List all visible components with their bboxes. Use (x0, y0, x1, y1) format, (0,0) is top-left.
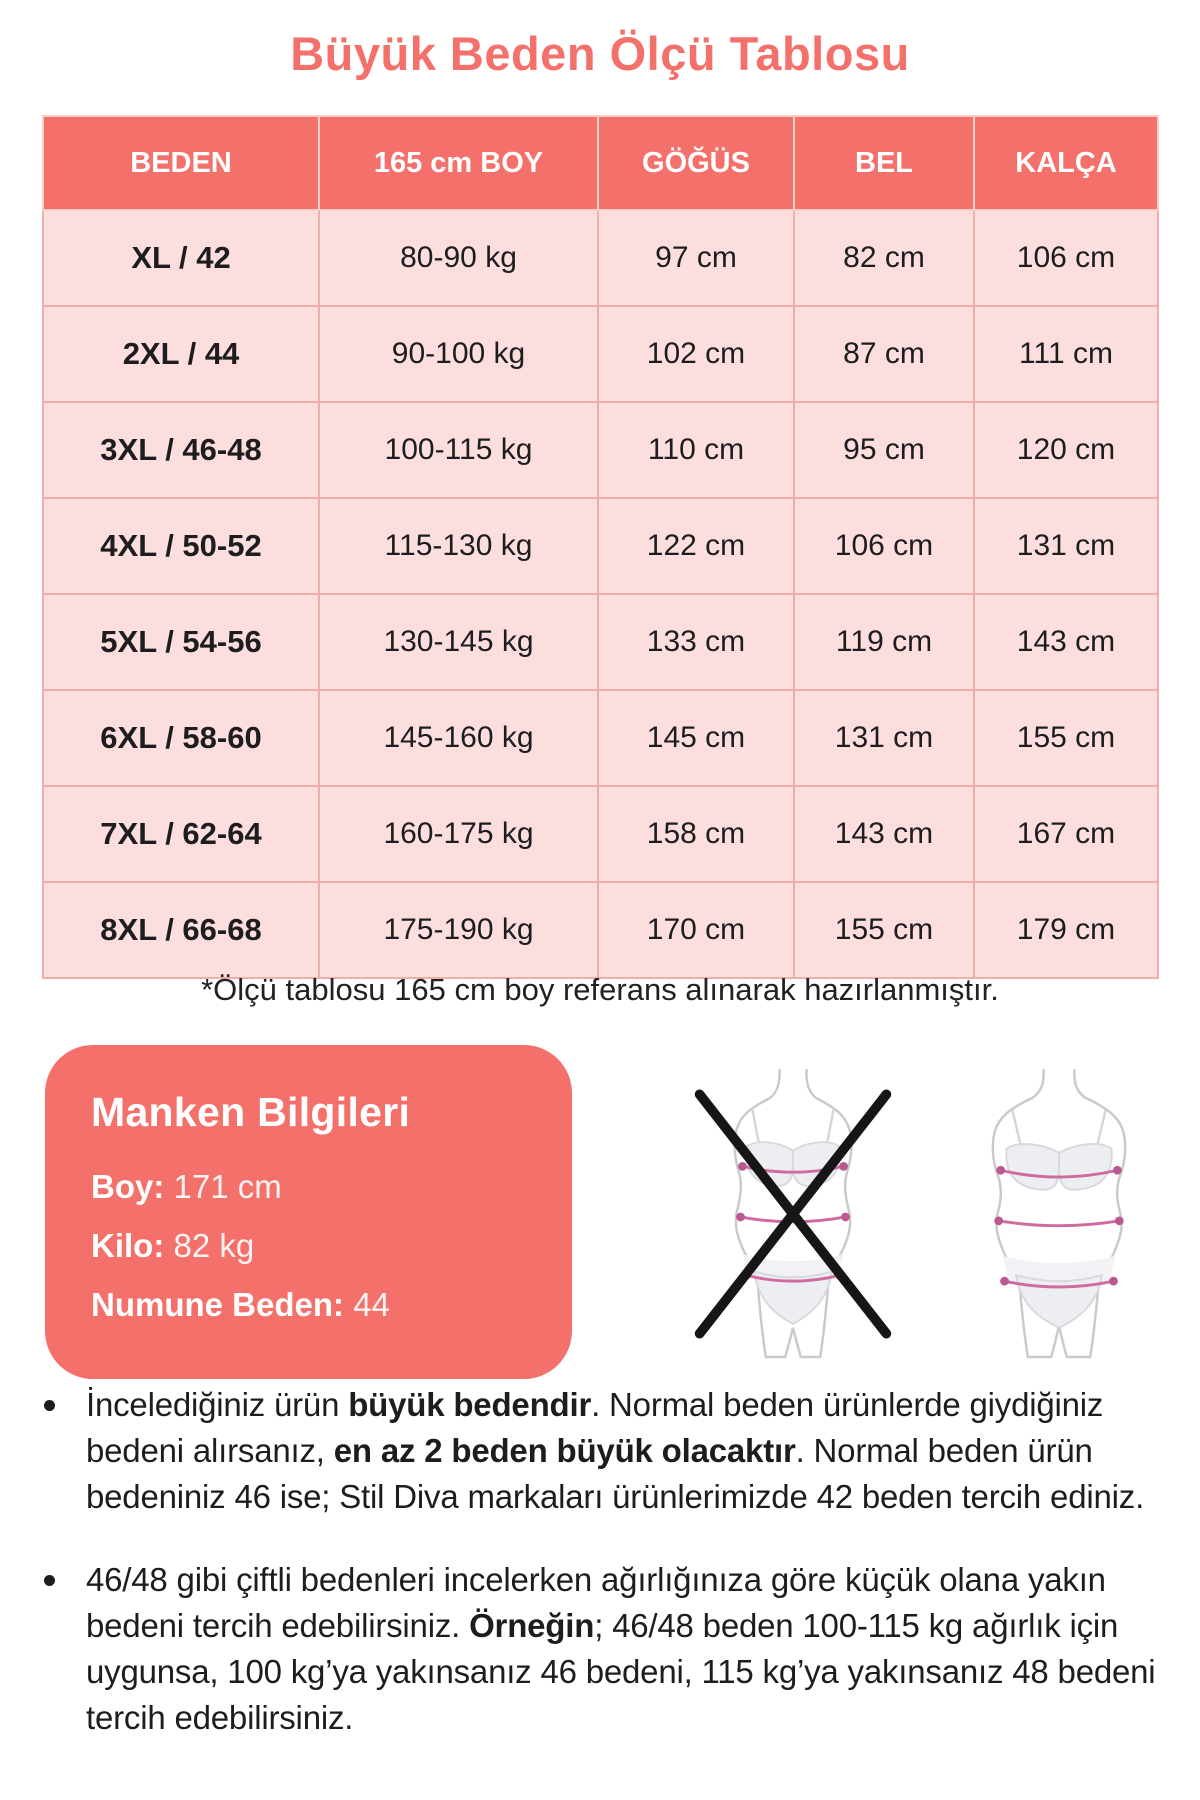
column-header: BEL (794, 116, 974, 210)
table-cell: 130-145 kg (319, 594, 598, 690)
table-cell: 155 cm (794, 882, 974, 978)
table-cell: 131 cm (974, 498, 1158, 594)
model-info-line: Kilo: 82 kg (91, 1227, 255, 1264)
table-cell: XL / 42 (43, 210, 319, 306)
table-cell: 158 cm (598, 786, 794, 882)
table-cell: 119 cm (794, 594, 974, 690)
table-row (43, 402, 1158, 498)
table-cell: 90-100 kg (319, 306, 598, 402)
table-cell: 179 cm (974, 882, 1158, 978)
table-cell: 170 cm (598, 882, 794, 978)
table-cell: 95 cm (794, 402, 974, 498)
table-cell: 7XL / 62-64 (43, 786, 319, 882)
table-cell: 110 cm (598, 402, 794, 498)
table-row (43, 690, 1158, 786)
table-cell: 122 cm (598, 498, 794, 594)
table-cell: 97 cm (598, 210, 794, 306)
crossed-out-slim-figure-icon (686, 1066, 900, 1364)
table-cell: 115-130 kg (319, 498, 598, 594)
table-cell: 167 cm (974, 786, 1158, 882)
table-row (43, 882, 1158, 978)
table-row (43, 498, 1158, 594)
model-info-title: Manken Bilgileri (91, 1089, 411, 1135)
table-cell: 143 cm (794, 786, 974, 882)
table-cell: 80-90 kg (319, 210, 598, 306)
table-cell: 145-160 kg (319, 690, 598, 786)
size-table (42, 115, 1159, 979)
model-info-line: Numune Beden: 44 (91, 1286, 390, 1323)
table-cell: 3XL / 46-48 (43, 402, 319, 498)
table-cell: 120 cm (974, 402, 1158, 498)
table-cell: 102 cm (598, 306, 794, 402)
size-table-header (43, 116, 1158, 210)
table-cell: 131 cm (794, 690, 974, 786)
column-header: BEDEN (43, 116, 319, 210)
table-cell: 4XL / 50-52 (43, 498, 319, 594)
table-cell: 6XL / 58-60 (43, 690, 319, 786)
table-cell: 87 cm (794, 306, 974, 402)
table-row (43, 210, 1158, 306)
table-cell: 155 cm (974, 690, 1158, 786)
size-table-body (43, 210, 1158, 978)
table-cell: 82 cm (794, 210, 974, 306)
column-header: KALÇA (974, 116, 1158, 210)
note-item: İncelediğiniz ürün büyük bedendir. Normal beden ürünlerde giydiğiniz bedeni alırsanız, en az 2 beden büyük olacaktır. Normal beden ürün bedeniniz 46 ise; Stil Diva markaları ürünlerimizde 42 beden tercih ediniz. (38, 1382, 1174, 1521)
page-title: Büyük Beden Ölçü Tablosu (290, 27, 910, 80)
table-cell: 145 cm (598, 690, 794, 786)
table-footnote: *Ölçü tablosu 165 cm boy referans alınarak hazırlanmıştır. (201, 972, 999, 1007)
table-cell: 111 cm (974, 306, 1158, 402)
table-cell: 106 cm (974, 210, 1158, 306)
note-item: 46/48 gibi çiftli bedenleri incelerken ağırlığınıza göre küçük olana yakın bedeni tercih edebilirsiniz. Örneğin; 46/48 beden 100-115 kg ağırlık için uygunsa, 100 kg’ya yakınsanız 46 bedeni, 115 kg’ya yakınsanız 48 bedeni tercih edebilirsiniz. (38, 1557, 1174, 1742)
column-header: GÖĞÜS (598, 116, 794, 210)
table-row (43, 306, 1158, 402)
table-cell: 5XL / 54-56 (43, 594, 319, 690)
info-notes (38, 1382, 1174, 1741)
table-cell: 100-115 kg (319, 402, 598, 498)
table-cell: 133 cm (598, 594, 794, 690)
plus-size-figure-icon (952, 1066, 1166, 1364)
table-row (43, 786, 1158, 882)
table-cell: 175-190 kg (319, 882, 598, 978)
header-row (43, 116, 1158, 210)
table-cell: 8XL / 66-68 (43, 882, 319, 978)
model-info-line: Boy: 171 cm (91, 1168, 282, 1205)
table-row (43, 594, 1158, 690)
model-info-card (45, 1045, 572, 1379)
table-cell: 106 cm (794, 498, 974, 594)
model-info-fields (91, 1168, 532, 1324)
table-cell: 160-175 kg (319, 786, 598, 882)
table-cell: 2XL / 44 (43, 306, 319, 402)
column-header: 165 cm BOY (319, 116, 598, 210)
table-cell: 143 cm (974, 594, 1158, 690)
